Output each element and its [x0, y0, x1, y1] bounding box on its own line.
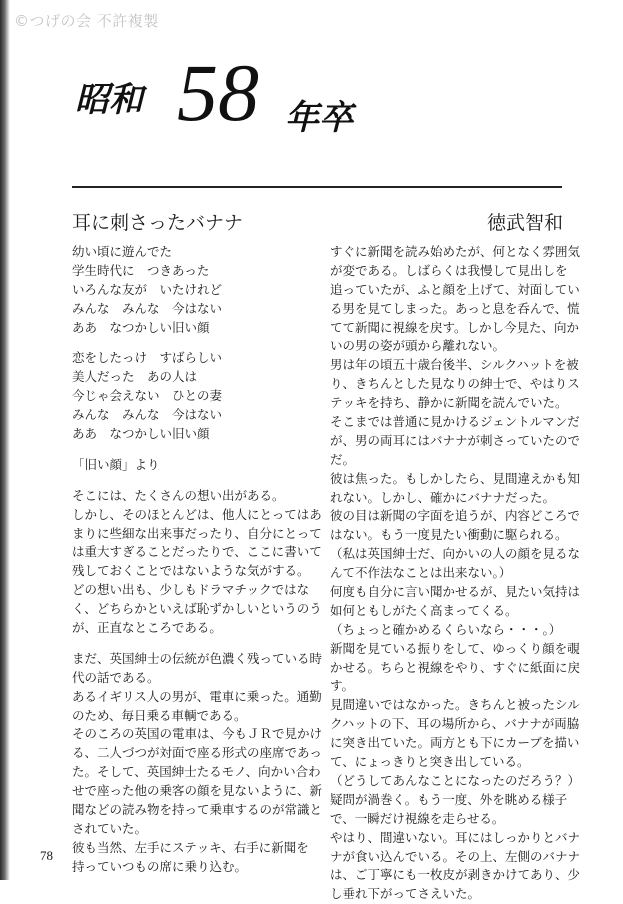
text-line: り、きちんとした見なりの紳士で、やはりス [330, 376, 580, 392]
text-line: 残しておくことではないような気がする。 [72, 563, 310, 579]
text-line: かせる。ちらと視線をやり、すぐに紙面に戻 [330, 659, 581, 675]
text-line: が、正直なところである。 [72, 620, 222, 636]
copyright-watermark: ©つげの会 不許複製 [14, 12, 159, 30]
text-line: そのころの英国の電車は、今もＪＲで見かけ [72, 726, 323, 742]
text-line: いの男の姿が頭から離れない。 [330, 338, 506, 354]
story-title: 耳に刺さったバナナ [72, 212, 244, 234]
story-author: 徳武智和 [486, 212, 563, 234]
text-line: （ちょっと確かめるくらいなら・・・。） [330, 621, 562, 637]
text-line: に突き出ていた。両方とも下にカーブを描い [330, 735, 580, 751]
text-line: だ。 [330, 451, 356, 467]
text-line: で、一瞬だけ視線を走らせる。 [330, 810, 505, 826]
text-line: まだ、英国紳士の伝統が色濃く残っている時 [72, 650, 323, 666]
text-line: クハットの下、耳の場所から、バナナが両脇 [330, 716, 580, 732]
text-line: みんな みんな 今はない [72, 407, 223, 423]
text-line: 疑問が渦巻く。もう一度、外を眺める様子 [330, 791, 568, 807]
book-binding-shadow [0, 0, 10, 880]
text-line: 彼も当然、左手にステッキ、右手に新聞を [72, 839, 309, 855]
text-line: 追っていたが、ふと顔を上げて、対面してい [330, 281, 580, 297]
text-line: 代の話である。 [72, 669, 160, 685]
text-line: そこまでは普通に見かけるジェントルマンだ [330, 414, 580, 430]
text-line: てて新聞に視線を戻す。しかし今見た、向か [330, 319, 580, 335]
section-divider [72, 186, 562, 188]
text-line: 学生時代に つきあった [72, 262, 210, 278]
text-line: はない。もう一度見たい衝動に駆られる。 [330, 527, 568, 543]
text-line: 新聞を見ている振りをして、ゆっくり顔を覗 [330, 640, 580, 656]
text-line: 聞などの読み物を持って乗車するのが常識と [72, 802, 323, 818]
text-line: れない。しかし、確かにバナナだった。 [330, 489, 556, 505]
paragraph-gap [72, 638, 322, 650]
text-line: そこには、たくさんの想い出がある。 [72, 487, 285, 503]
text-line: （私は英国紳士だ、向かいの人の顔を見るな [330, 546, 581, 562]
paragraph-gap [72, 444, 322, 456]
text-line: て、にょっきりと突き出している。 [330, 754, 530, 770]
heading-era: 昭和 [75, 80, 143, 120]
paragraph-gap [72, 475, 322, 487]
paragraph-gap [72, 337, 322, 349]
text-line: ナが食い込んでいる。その上、左側のバナナ [330, 848, 581, 864]
heading-year-number: 58 [177, 47, 259, 138]
text-line: 何度も自分に言い聞かせるが、見たい気持は [330, 584, 581, 600]
text-line: 幼い頃に遊んでた [72, 244, 173, 259]
text-line: んて不作法なことは出来ない。） [330, 565, 512, 581]
text-line: 「旧い顔」より [72, 456, 160, 472]
text-line: 今じゃ会えない ひとの妻 [72, 388, 223, 404]
text-line: どの想い出も、少しもドラマチックではな [72, 582, 310, 598]
text-line: く、どちらかといえば恥ずかしいというのう [72, 601, 322, 617]
text-line: ああ なつかしい旧い顔 [72, 426, 210, 442]
left-text-column [72, 243, 322, 877]
text-line: いろんな友が いたけれど [72, 281, 223, 297]
text-line: 恋をしたっけ すばらしい [72, 350, 223, 366]
text-line: が変である。しばらくは我慢して見出しを [330, 262, 568, 278]
text-line: されていた。 [72, 820, 148, 836]
text-line: 見間違いではなかった。きちんと被ったシル [330, 697, 580, 713]
text-line: 彼は焦った。もしかしたら、見間違えかも知 [330, 470, 581, 486]
text-line: しかし、そのほとんどは、他人にとってはあ [72, 506, 322, 522]
text-line: すぐに新聞を読み始めたが、何となく雰囲気 [330, 244, 581, 259]
text-line: は、ご丁寧にも一枚皮が剥きかけてあり、少 [330, 867, 581, 883]
text-line: ああ なつかしい旧い顔 [72, 319, 210, 335]
text-line: 如何ともしがたく高まってくる。 [330, 602, 518, 618]
text-line: 持っていつもの席に乗り込む。 [72, 858, 248, 874]
text-line: る男を見てしまった。あっと息を呑んで、慌 [330, 300, 580, 316]
text-line: が、男の両耳にはバナナが刺さっていたので [330, 432, 581, 448]
text-line: みんな みんな 今はない [72, 300, 223, 316]
text-line: す。 [330, 678, 355, 694]
text-line: る、二人づつが対面で座る形式の座席であっ [72, 745, 322, 761]
text-line: た。そして、英国紳士たるモノ、向かい合わ [72, 764, 321, 780]
text-line: やはり、間違いない。耳にはしっかりとバナ [330, 829, 581, 845]
text-line: し垂れ下がってさえいた。 [330, 886, 481, 902]
text-line: テッキを持ち、静かに新聞を読んでいた。 [330, 395, 568, 411]
text-line: のため、毎日乗る車輌である。 [72, 707, 247, 723]
text-line: は重大すぎることだったりで、ここに書いて [72, 544, 322, 560]
text-line: あるイギリス人の男が、電車に乗った。通勤 [72, 688, 322, 704]
text-line: （どうしてあんなことになったのだろう？） [330, 772, 581, 788]
text-line: まりに些細な出来事だったり、自分にとって [72, 525, 322, 541]
text-line: 彼の目は新聞の字面を追うが、内容どころで [330, 508, 580, 524]
text-line: せで座った他の乗客の顔を見ないように、新 [72, 783, 323, 799]
text-line: 男は年の頃五十歳台後半、シルクハットを被 [330, 357, 579, 373]
page-number: 78 [40, 848, 53, 863]
heading-unit: 年卒 [285, 98, 353, 138]
text-line: 美人だった あの人は [72, 369, 198, 385]
right-text-column [330, 243, 580, 904]
